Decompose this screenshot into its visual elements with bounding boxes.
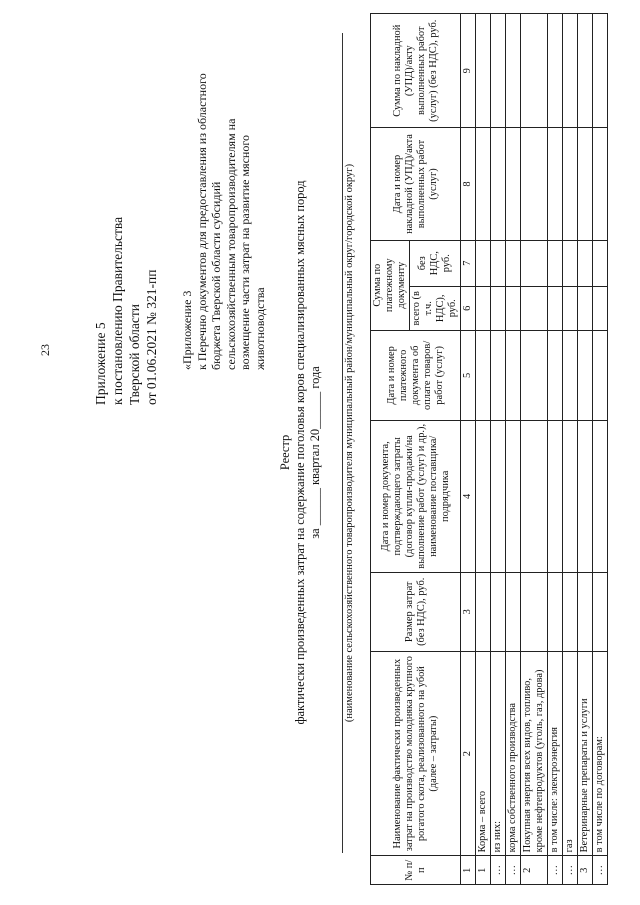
table-row (521, 14, 548, 885)
register-table (370, 13, 608, 885)
table-row (548, 14, 563, 885)
header-invoice: Дата и номер накладной (УПД)/акта выполненных работ (услуг) (371, 128, 461, 240)
appendix-inner-header (180, 10, 268, 370)
index-cell: 8 (461, 128, 476, 240)
header-cost-size: Размер затрат (без НДС), руб. (371, 572, 461, 651)
appendix-inner-line: возмещение части затрат на развитие мясного (238, 135, 253, 370)
index-cell: 2 (461, 651, 476, 856)
appendix-line: Приложение 5 (93, 322, 108, 405)
row-cost-name: Ветеринарные препараты и услуги (578, 651, 593, 856)
table-row (563, 14, 578, 885)
index-cell: 9 (461, 14, 476, 128)
table-row (476, 14, 491, 885)
index-cell: 7 (461, 240, 476, 286)
index-cell: 4 (461, 420, 476, 572)
table-row (506, 14, 521, 885)
header-payment-sum: Сумма по платежному документу (371, 240, 410, 330)
row-number: … (491, 856, 506, 885)
appendix-line: к постановлению Правительства (110, 216, 125, 405)
appendix-inner-line: животноводства (252, 287, 267, 370)
title-line: фактически произведенных затрат на содержание поголовья коров специализированных мясных пород (293, 180, 307, 725)
row-cost-name: Покупная энергия всех видов, топливо, кроме нефтепродуктов (уголь, газ, дрова) (521, 651, 548, 856)
index-cell: 1 (461, 856, 476, 885)
row-number: … (548, 856, 563, 885)
index-cell: 5 (461, 330, 476, 420)
appendix-inner-line: к Перечню документов для предоставления из областного (194, 73, 209, 370)
header-sum-total: всего (в т.ч. НДС), руб. (410, 286, 461, 330)
appendix-header (92, 65, 160, 405)
table-row (578, 14, 593, 885)
document-title (278, 0, 323, 905)
row-number: 2 (521, 856, 548, 885)
title-line: за ______ квартал 20______ года (308, 366, 322, 539)
appendix-line: от 01.06.2021 № 321-пп (144, 269, 159, 405)
appendix-line: Тверской области (127, 304, 142, 405)
row-number: … (506, 856, 521, 885)
appendix-inner-line: сельскохозяйственным товаропроизводителям на (223, 118, 238, 370)
index-cell: 3 (461, 572, 476, 651)
row-cost-name: из них: (491, 651, 506, 856)
org-caption: (наименование сельскохозяйственного товаропроизводителя муниципальный район/муниципальный округ/городской округ) (342, 33, 355, 853)
header-payment-doc: Дата и номер платежного документа об оплате товаров/работ (услуг) (371, 330, 461, 420)
table-row (593, 14, 608, 885)
header-invoice-sum: Сумма по накладной (УПД)/акту выполненных работ (услуг) (без НДС), руб. (371, 14, 461, 128)
index-row (461, 14, 476, 885)
header-cost-name: Наименование фактически произведенных затрат на производство молодняка крупного рогатого скота, реализованного на убой (далее – затраты) (371, 651, 461, 856)
row-cost-name: в том числе по договорам: (593, 651, 608, 856)
row-number: … (593, 856, 608, 885)
row-cost-name: в том числе: электроэнергия (548, 651, 563, 856)
index-cell: 6 (461, 286, 476, 330)
appendix-inner-line: бюджета Тверской области субсидий (209, 181, 224, 370)
row-cost-name: Корма – всего (476, 651, 491, 856)
table-row (491, 14, 506, 885)
row-number: … (563, 856, 578, 885)
row-cost-name: корма собственного производства (506, 651, 521, 856)
row-number: 1 (476, 856, 491, 885)
appendix-inner-line: «Приложение 3 (180, 290, 194, 370)
row-cost-name: газ (563, 651, 578, 856)
header-contract: Дата и номер документа, подтверждающего затраты (договор купли-продажи/на выполнение работ (услуг) и др.), наименование поставщика/подрядчика (371, 420, 461, 572)
title-line: Реестр (278, 434, 292, 471)
row-number: 3 (578, 856, 593, 885)
header-sum-net: без НДС, руб. (410, 240, 461, 286)
header-number: № п/п (371, 856, 461, 885)
page-number: 23 (38, 344, 52, 356)
